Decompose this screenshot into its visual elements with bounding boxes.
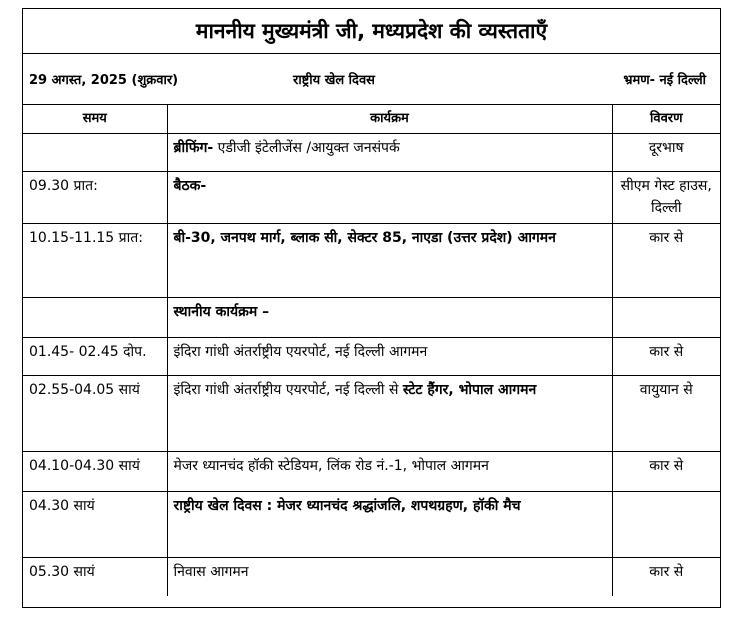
program-bold: ब्रीफिंग- (173, 140, 214, 156)
row-program (167, 338, 612, 376)
header-program: कार्यक्रम (167, 105, 612, 134)
row-time: 05.30 सायं (23, 558, 167, 596)
row-detail: कार से (612, 558, 720, 596)
meta-row (23, 54, 720, 105)
program-text: मेजर ध्यानचंद हॉकी स्टेडियम, लिंक रोड नं.-1, भोपाल आगमन (173, 458, 489, 474)
schedule-document (22, 8, 721, 608)
table-row (23, 224, 720, 298)
program-text: निवास आगमन (173, 564, 249, 580)
schedule-table (23, 105, 720, 596)
row-time: 01.45- 02.45 दोप. (23, 338, 167, 376)
page-title: माननीय मुख्यमंत्री जी, मध्यप्रदेश की व्यस्तताएँ (23, 9, 720, 54)
table-row (23, 134, 720, 172)
row-program (167, 492, 612, 558)
header-detail: विवरण (612, 105, 720, 134)
table-header-row (23, 105, 720, 134)
tour-location: भ्रमण- नई दिल्ली (623, 73, 706, 88)
table-row (23, 492, 720, 558)
program-bold: बैठक- (173, 178, 207, 194)
row-time: 04.10-04.30 सायं (23, 452, 167, 492)
row-detail (612, 298, 720, 338)
row-detail: कार से (612, 224, 720, 298)
table-row (23, 172, 720, 224)
row-time: 04.30 सायं (23, 492, 167, 558)
row-detail: कार से (612, 452, 720, 492)
header-time: समय (23, 105, 167, 134)
program-bold: बी-30, जनपथ मार्ग, ब्लाक सी, सेक्टर 85, नाएडा (उत्तर प्रदेश) आगमन (173, 230, 556, 246)
row-time (23, 134, 167, 172)
row-program (167, 298, 612, 338)
row-program (167, 452, 612, 492)
row-detail (612, 492, 720, 558)
row-program (167, 558, 612, 596)
row-program (167, 224, 612, 298)
table-row (23, 376, 720, 452)
row-detail: दूरभाष (612, 134, 720, 172)
row-time: 09.30 प्रात: (23, 172, 167, 224)
row-detail: वायुयान से (612, 376, 720, 452)
row-time (23, 298, 167, 338)
table-row (23, 558, 720, 596)
program-bold: स्टेट हैंगर, भोपाल आगमन (402, 382, 537, 398)
program-text: एडीजी इंटेलीजेंस /आयुक्त जनसंपर्क (213, 140, 400, 156)
table-row (23, 338, 720, 376)
row-program (167, 134, 612, 172)
row-detail: कार से (612, 338, 720, 376)
program-text: इंदिरा गांधी अंतर्राष्ट्रीय एयरपोर्ट, नई दिल्ली आगमन (173, 344, 428, 360)
table-row (23, 452, 720, 492)
row-program (167, 172, 612, 224)
row-time: 02.55-04.05 सायं (23, 376, 167, 452)
row-program (167, 376, 612, 452)
program-bold: स्थानीय कार्यक्रम – (173, 304, 270, 320)
schedule-date: 29 अगस्त, 2025 (शुक्रवार) (29, 73, 179, 88)
table-row (23, 298, 720, 338)
row-detail: सीएम गेस्ट हाउस, दिल्ली (612, 172, 720, 224)
program-bold: राष्ट्रीय खेल दिवस : मेजर ध्यानचंद श्रद्धांजलि, शपथग्रहण, हॉकी मैच (173, 498, 521, 514)
row-time: 10.15-11.15 प्रात: (23, 224, 167, 298)
occasion-label: राष्ट्रीय खेल दिवस (293, 73, 375, 88)
program-text: इंदिरा गांधी अंतर्राष्ट्रीय एयरपोर्ट, नई दिल्ली से (173, 382, 403, 398)
